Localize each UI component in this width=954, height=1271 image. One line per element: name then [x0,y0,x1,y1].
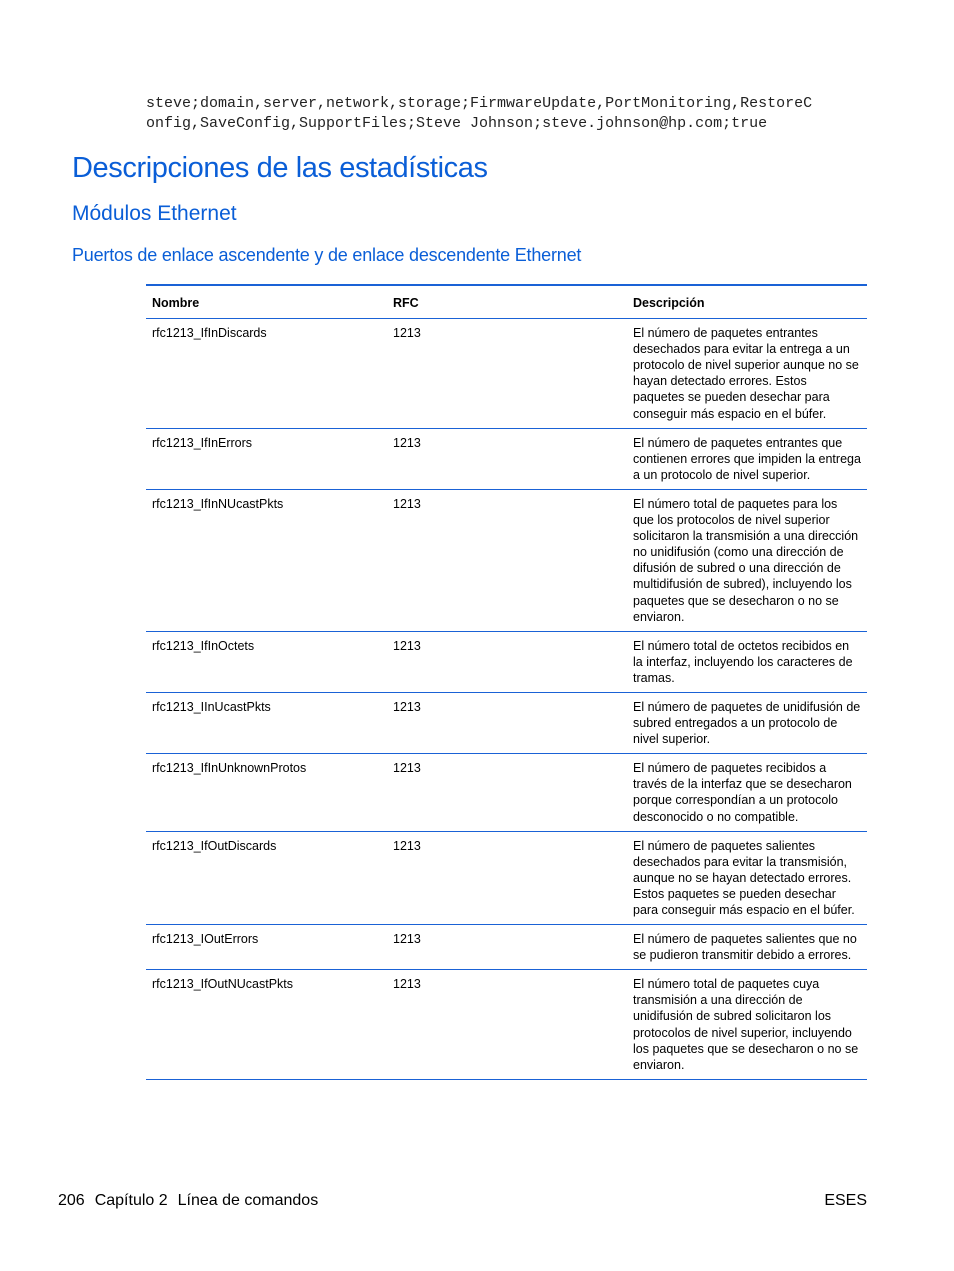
header-description: Descripción [633,296,705,310]
cell-name: rfc1213_IfInDiscards [152,326,267,341]
table-row [146,631,867,692]
cell-name: rfc1213_IfOutNUcastPkts [152,977,294,992]
header-name: Nombre [152,296,200,310]
cell-name: rfc1213_IfInUnknownProtos [152,761,307,776]
cell-description: El número total de octetos recibidos en la interfaz, incluyendo los caracteres de tramas. [633,638,853,685]
statistics-table [146,284,867,1080]
cell-rfc: 1213 [393,838,421,853]
cell-description: El número de paquetes salientes desechados para evitar la transmisión, aunque no se hayan detectado errores. Estos paquetes se pueden desechar para conseguir más espacio en el búfer. [633,838,855,917]
cell-name: rfc1213_IOutErrors [152,932,259,947]
table-row [146,925,867,970]
cell-description: El número de paquetes entrantes que contienen errores que impiden la entrega a un protocolo de nivel superior. [633,435,861,482]
table-heading: Puertos de enlace ascendente y de enlace descendente Ethernet [72,245,582,265]
cell-description: El número de paquetes de unidifusión de subred entregados a un protocolo de nivel superior. [633,699,861,747]
cell-rfc: 1213 [393,435,421,450]
cell-rfc: 1213 [393,761,421,776]
cell-rfc: 1213 [393,496,421,511]
page-footer-left [58,1192,328,1210]
page-number: 206 [58,1192,85,1209]
cell-name: rfc1213_IfInErrors [152,435,253,450]
cell-rfc: 1213 [393,638,421,653]
table-header-row [146,285,867,319]
code-line: onfig,SaveConfig,SupportFiles;Steve Johnson;steve.johnson@hp.com;true [146,114,768,132]
cell-description: El número total de paquetes cuya transmisión a una dirección de unidifusión de subred solicitaron los protocolos de nivel superior, incluyendo los paquetes que se desecharon o no se enviaron. [633,977,859,1072]
cell-description: El número de paquetes salientes que no se pudieron transmitir debido a errores. [633,932,857,963]
cell-name: rfc1213_IfInOctets [152,638,255,653]
table-row [146,319,867,429]
cell-rfc: 1213 [393,326,421,341]
subsection-heading: Módulos Ethernet [72,202,237,225]
chapter-label: Capítulo 2 [94,1192,168,1209]
cell-rfc: 1213 [393,977,421,992]
table-row [146,692,867,753]
cell-description: El número de paquetes recibidos a través de la interfaz que se desecharon porque correspondían a un protocolo desconocido o no compatible. [633,761,852,824]
cell-name: rfc1213_IfInNUcastPkts [152,496,284,511]
cell-name: rfc1213_IfOutDiscards [152,838,277,853]
cell-description: El número de paquetes entrantes desechados para evitar la entrega a un protocolo de nivel superior aunque no se hayan detectado errores. Estos paquetes se pueden desechar para conseguir más espacio en el búfer. [633,326,859,421]
chapter-title: Línea de comandos [177,1192,319,1209]
cell-description: El número total de paquetes para los que los protocolos de nivel superior solicitaron la transmisión a una dirección no unidifusión (como una dirección de difusión de subred o una dirección de multidifusión de subred), incluyendo los paquetes que se desecharon o no se enviaron. [633,496,859,624]
cell-rfc: 1213 [393,932,421,947]
cell-name: rfc1213_IInUcastPkts [152,699,271,714]
table-row [146,831,867,924]
code-sample [146,94,886,133]
code-line: steve;domain,server,network,storage;FirmwareUpdate,PortMonitoring,RestoreC [146,95,813,112]
header-rfc: RFC [393,296,419,310]
table-row [146,754,867,831]
table-row [146,489,867,631]
page-footer-locale: ESES [824,1192,867,1209]
table-row [146,970,867,1080]
table-row [146,428,867,489]
cell-rfc: 1213 [393,699,421,714]
section-heading: Descripciones de las estadísticas [72,152,488,184]
